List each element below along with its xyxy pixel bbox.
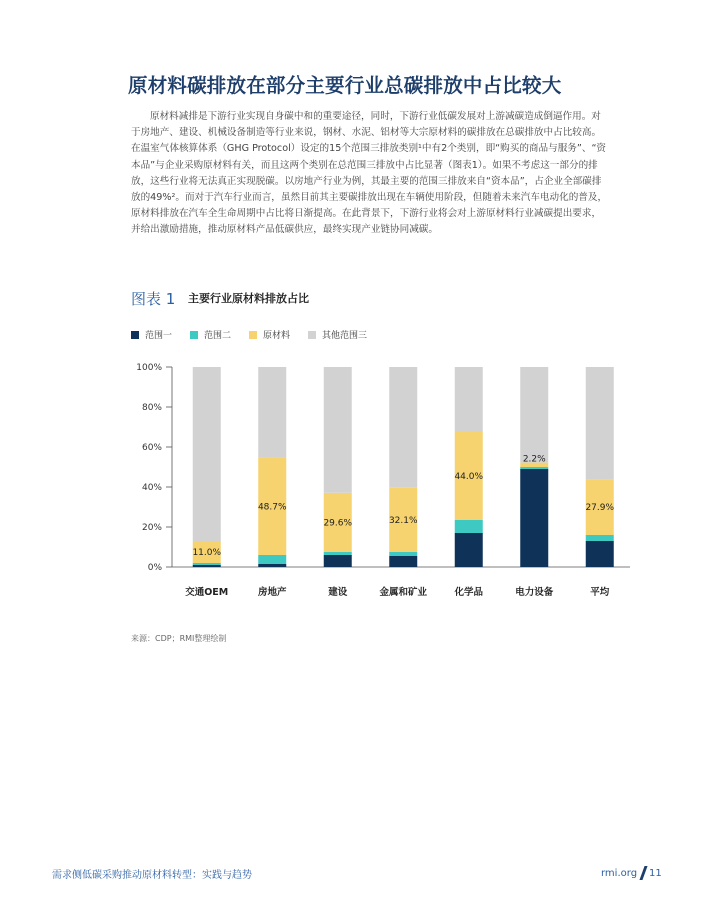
bar-segment (193, 367, 221, 541)
legend-label: 原材料 (263, 331, 291, 341)
paragraph-line: 放的49%²。而对于汽车行业而言，虽然目前其主要碳排放出现在车辆使用阶段，但随着未来汽车电动化的普及， (131, 192, 608, 204)
legend-item-other-scope3 (308, 328, 367, 341)
data-label: 44.0% (454, 472, 484, 482)
bar-segment (258, 555, 286, 564)
y-tick-label: 40% (141, 483, 162, 493)
legend-item-scope1 (131, 328, 172, 341)
paragraph-line: 于房地产、建设、机械设备制造等行业来说，钢材、水泥、铝材等大宗原材料的碳排放在总碳排放中占比较高。 (131, 127, 602, 139)
bar-segment (520, 467, 548, 469)
category-label: 房地产 (257, 587, 287, 598)
legend-swatch (308, 331, 316, 339)
category-label: 交通OEM (185, 587, 229, 598)
paragraph-line: 放，这些行业将无法真正实现脱碳。以房地产行业为例，其最主要的范围三排放来自“资本品”，占企业全部碳排 (131, 175, 602, 187)
data-label: 32.1% (388, 515, 418, 526)
bar-segment (389, 556, 417, 567)
category-label: 建设 (328, 587, 348, 598)
footer-title: 需求侧低碳采购推动原材料转型：实践与趋势 (52, 870, 252, 881)
page-number: 11 (649, 867, 662, 879)
data-label: 11.0% (192, 548, 222, 558)
data-label: 27.9% (585, 503, 615, 514)
bar-segment (389, 367, 417, 488)
legend-swatch (131, 331, 139, 339)
paragraph-line: 本品”与企业采购原材料有关，而且这两个类别在总范围三排放中占比显著（图表1）。如果不考虑这一部分的排 (131, 159, 598, 171)
bar-segment (520, 469, 548, 567)
slash-icon (639, 866, 647, 880)
bar-segment (455, 520, 483, 533)
y-tick-label: 0% (147, 563, 162, 573)
y-tick-label: 80% (141, 403, 162, 413)
footer-page-info (601, 866, 662, 880)
bar-segment (389, 552, 417, 556)
category-label: 化学品 (454, 587, 484, 598)
bar-segment (586, 535, 614, 541)
legend-label: 范围二 (204, 331, 232, 341)
bar-segment (324, 555, 352, 567)
bar-segment (258, 367, 286, 458)
category-label: 金属和矿业 (379, 587, 428, 598)
bar-segment (586, 367, 614, 479)
bar-segment (324, 367, 352, 493)
footer-site: rmi.org (601, 867, 638, 879)
bar-segment (324, 552, 352, 555)
legend-label: 范围一 (145, 331, 173, 341)
category-label: 平均 (590, 587, 610, 598)
legend-label: 其他范围三 (322, 331, 368, 341)
bar-segment (193, 565, 221, 567)
stacked-bar-chart (110, 355, 630, 610)
page-title: 原材料碳排放在部分主要行业总碳排放中占比较大 (128, 74, 562, 97)
legend-swatch (190, 331, 198, 339)
paragraph-line: 原材料减排是下游行业实现自身碳中和的重要途径，同时，下游行业低碳发展对上游减碳造成倒逼作用。对 (150, 111, 601, 122)
body-paragraph (131, 109, 611, 239)
paragraph-line: 在温室气体核算体系（GHG Protocol）设定的15个范围三排放类别¹中有2个类别，即“购买的商品与服务”、“资 (131, 143, 607, 155)
y-tick-label: 100% (136, 363, 162, 373)
chart-legend (131, 328, 367, 341)
bar-segment (455, 533, 483, 567)
bar-segment (258, 564, 286, 567)
legend-item-scope2 (190, 328, 231, 341)
source-note: 来源：CDP；RMI整理绘制 (131, 634, 227, 643)
paragraph-line: 原材料排放在汽车全生命周期中占比将日渐提高。在此背景下，下游行业将会对上游原材料行业减碳提出要求， (131, 208, 602, 220)
data-label: 29.6% (323, 518, 353, 529)
y-tick-label: 60% (141, 443, 162, 453)
bar-segment (193, 563, 221, 565)
paragraph-line: 并给出激励措施，推动原材料产品低碳供应，最终实现产业链协同减碳。 (131, 224, 438, 236)
bar-segment (455, 367, 483, 432)
legend-item-raw-materials (249, 328, 290, 341)
bar-segment (586, 541, 614, 567)
data-label: 2.2% (522, 454, 546, 465)
category-label: 电力设备 (515, 587, 554, 598)
bar-segment (520, 367, 548, 463)
legend-swatch (249, 331, 257, 339)
y-tick-label: 20% (141, 523, 162, 533)
figure-label: 图表 1 (131, 290, 176, 308)
data-label: 48.7% (257, 502, 287, 513)
figure-title: 主要行业原材料排放占比 (188, 292, 309, 305)
